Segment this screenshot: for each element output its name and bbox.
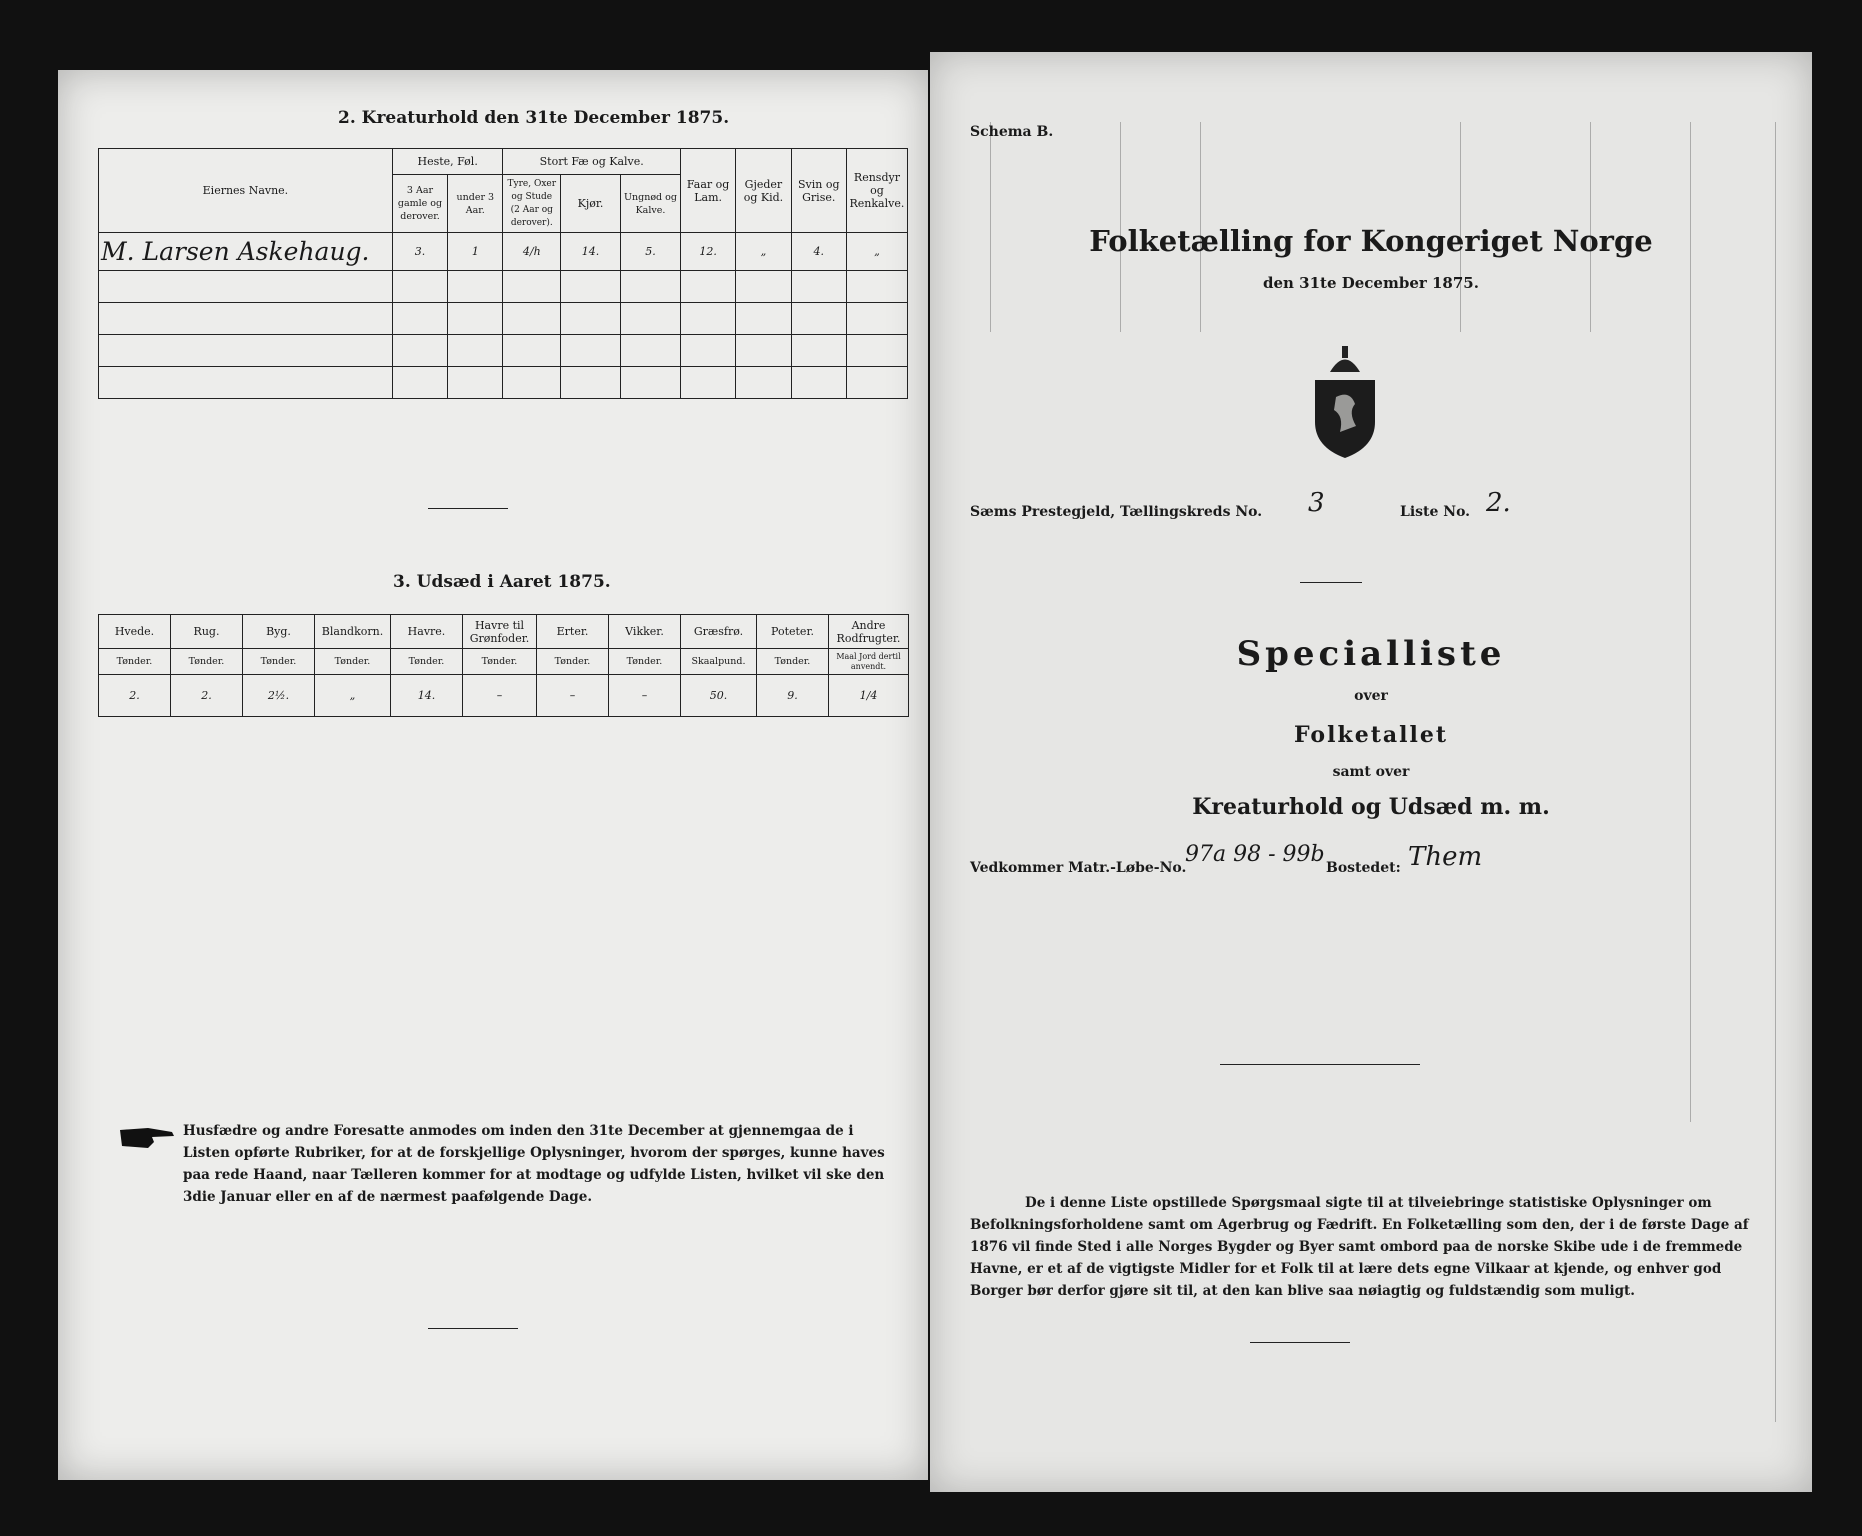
cell-ungnod: 5. <box>621 233 681 271</box>
statistics-notice: De i denne Liste opstillede Spørgsmaal sigte til at tilveiebringe statistiske Oplysninger om Befolkningsforholdene samt om Agerbrug og Fædrift. En Folketælling som den, der i de første Dage af 1876 vil finde Sted i alle Norges Bygder og Byer samt ombord paa de norske Skibe ude i de fremmede Havne, er et af de vigtigste Midler for et Folk til at lære dets egne Vilkaar at kjende, og enhver god Borger bør derfor gjøre sit til, at den kan blive saa nøiagtig og fuldstændig som muligt. <box>970 1195 1749 1299</box>
val-erter: – <box>537 675 609 717</box>
over-label: over <box>1354 688 1388 704</box>
val-vikker: – <box>609 675 681 717</box>
coat-of-arms-icon <box>1300 342 1390 462</box>
header-kjor: Kjør. <box>561 175 621 233</box>
header-heste-young: under 3 Aar. <box>448 175 503 233</box>
table-row <box>99 367 908 399</box>
unit-rug: Tønder. <box>171 649 243 675</box>
cell-heste-old: 3. <box>392 233 447 271</box>
col-andre: Andre Rodfrugter. <box>829 615 909 649</box>
divider <box>1220 1064 1420 1065</box>
val-andre: 1/4 <box>829 675 909 717</box>
specialliste-title: Specialliste <box>1236 634 1506 674</box>
pointing-hand-icon <box>118 1122 176 1152</box>
col-havre-gronfoder: Havre til Grønfoder. <box>463 615 537 649</box>
col-rug: Rug. <box>171 615 243 649</box>
unit-havre: Tønder. <box>391 649 463 675</box>
main-title: Folketælling for Kongeriget Norge <box>1089 224 1653 258</box>
unit-vikker: Tønder. <box>609 649 681 675</box>
kreaturhold-table <box>98 148 908 399</box>
unit-blandkorn: Tønder. <box>315 649 391 675</box>
table-row <box>99 271 908 303</box>
header-svin: Svin og Grise. <box>791 149 846 233</box>
unit-byg: Tønder. <box>243 649 315 675</box>
cell-kjor: 14. <box>561 233 621 271</box>
col-blandkorn: Blandkorn. <box>315 615 391 649</box>
val-havre: 14. <box>391 675 463 717</box>
header-tyre: Tyre, Oxer og Stude (2 Aar og derover). <box>503 175 561 233</box>
table-row <box>99 675 909 717</box>
unit-erter: Tønder. <box>537 649 609 675</box>
col-poteter: Poteter. <box>757 615 829 649</box>
unit-graesfro: Skaalpund. <box>681 649 757 675</box>
matr-label: Vedkommer Matr.-Løbe-No. <box>970 860 1187 876</box>
header-rensdyr: Rensdyr og Renkalve. <box>846 149 907 233</box>
cell-gjeder: „ <box>736 233 791 271</box>
table-row <box>99 303 908 335</box>
folketallet-title: Folketallet <box>1294 722 1448 748</box>
header-heste: Heste, Føl. <box>392 149 503 175</box>
val-blandkorn: „ <box>315 675 391 717</box>
divider <box>428 508 508 509</box>
val-hvede: 2. <box>99 675 171 717</box>
matr-value: 97a 98 - 99b <box>1185 842 1325 867</box>
unit-hvede: Tønder. <box>99 649 171 675</box>
schema-label: Schema B. <box>970 124 1054 140</box>
table-row <box>99 335 908 367</box>
liste-no: 2. <box>1486 488 1511 518</box>
owner-name: M. Larsen Askehaug. <box>99 233 393 271</box>
prestegjeld-label: Sæms Prestegjeld, Tællingskreds No. <box>970 504 1263 520</box>
unit-andre: Maal Jord dertil anvendt. <box>829 649 909 675</box>
cell-rensdyr: „ <box>846 233 907 271</box>
divider <box>1300 582 1362 583</box>
col-graesfro: Græsfrø. <box>681 615 757 649</box>
header-name: Eiernes Navne. <box>99 149 393 233</box>
samt-over-label: samt over <box>1332 764 1410 780</box>
kreds-no: 3 <box>1308 488 1325 518</box>
right-page <box>930 52 1812 1492</box>
divider <box>428 1328 518 1329</box>
col-hvede: Hvede. <box>99 615 171 649</box>
col-vikker: Vikker. <box>609 615 681 649</box>
kreaturhold-subtitle: Kreaturhold og Udsæd m. m. <box>1192 794 1550 820</box>
col-havre: Havre. <box>391 615 463 649</box>
liste-label: Liste No. <box>1400 504 1471 520</box>
col-erter: Erter. <box>537 615 609 649</box>
val-havre-gronfoder: – <box>463 675 537 717</box>
val-graesfro: 50. <box>681 675 757 717</box>
header-stort-fae: Stort Fæ og Kalve. <box>503 149 680 175</box>
header-faar: Faar og Lam. <box>680 149 735 233</box>
cell-heste-young: 1 <box>448 233 503 271</box>
udsaed-table <box>98 614 909 717</box>
col-byg: Byg. <box>243 615 315 649</box>
table-row <box>99 233 908 271</box>
divider <box>1250 1342 1350 1343</box>
val-byg: 2½. <box>243 675 315 717</box>
cell-tyre: 4/h <box>503 233 561 271</box>
kreaturhold-title: 2. Kreaturhold den 31te December 1875. <box>338 108 730 128</box>
household-notice: Husfædre og andre Foresatte anmodes om inden den 31te December at gjennemgaa de i Listen opførte Rubriker, for at de forskjellige Oplysninger, hvorom der spørges, kunne haves paa rede Haand, naar Tælleren kommer for at modtage og udfylde Listen, hvilket vil ske den 3die Januar eller en af de nærmest paafølgende Dage. <box>183 1123 885 1205</box>
udsaed-title: 3. Udsæd i Aaret 1875. <box>393 572 611 592</box>
census-date: den 31te December 1875. <box>1263 274 1479 292</box>
left-page <box>58 70 928 1480</box>
unit-havre-gronfoder: Tønder. <box>463 649 537 675</box>
bosted-value: Them <box>1408 842 1483 872</box>
header-ungnod: Ungnød og Kalve. <box>621 175 681 233</box>
unit-poteter: Tønder. <box>757 649 829 675</box>
bosted-label: Bostedet: <box>1326 860 1401 876</box>
cell-svin: 4. <box>791 233 846 271</box>
header-heste-old: 3 Aar gamle og derover. <box>392 175 447 233</box>
val-poteter: 9. <box>757 675 829 717</box>
header-gjeder: Gjeder og Kid. <box>736 149 791 233</box>
cell-faar: 12. <box>680 233 735 271</box>
val-rug: 2. <box>171 675 243 717</box>
